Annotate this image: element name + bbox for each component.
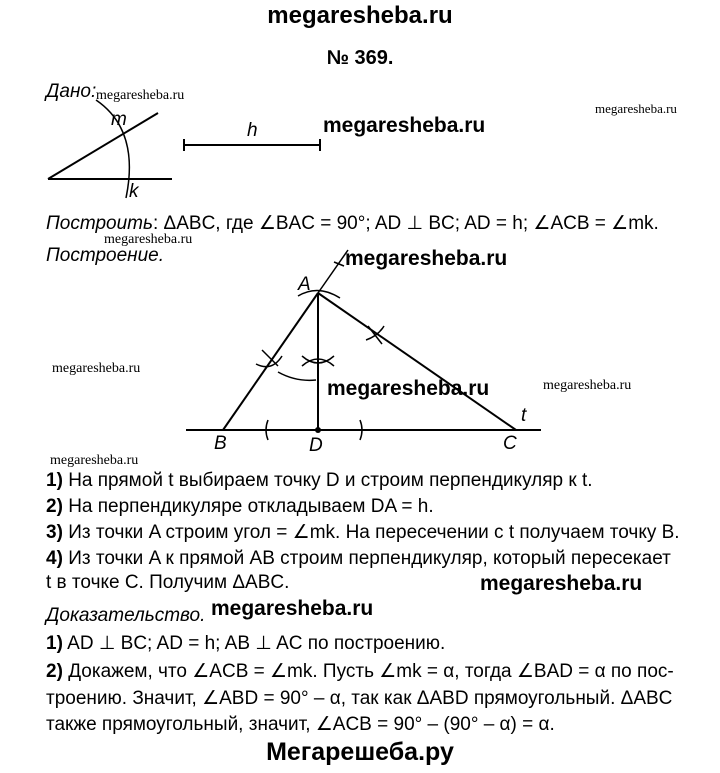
watermark: megaresheba.ru: [96, 88, 185, 103]
step-2: 2) На перпендикуляре откладываем DA = h.: [46, 496, 434, 517]
step-4-continued: t в точке C. Получим ΔABC.: [46, 572, 290, 593]
step-1: 1) На прямой t выбираем точку D и строим перпендикуляр к t.: [46, 470, 593, 491]
label-t: t: [521, 405, 527, 426]
proof-label: Доказательство.: [46, 605, 206, 626]
site-footer: Мегарешеба.ру: [266, 738, 454, 766]
watermark: megaresheba.ru: [323, 114, 486, 137]
label-A: A: [298, 274, 311, 295]
label-m: m: [111, 109, 127, 130]
label-D: D: [309, 435, 323, 456]
watermark: megaresheba.ru: [104, 232, 193, 247]
watermark: megaresheba.ru: [345, 247, 508, 270]
construct-text: : ΔABC, где ∠BAC = 90°; AD ⊥ BC; AD = h; ∠ACB = ∠mk.: [152, 213, 659, 234]
site-title: megaresheba.ru: [267, 2, 453, 29]
label-h: h: [247, 120, 258, 141]
watermark: megaresheba.ru: [543, 378, 632, 393]
proof-line-1: 1) AD ⊥ BC; AD = h; AB ⊥ AC по построению.: [46, 633, 446, 654]
proof-line-3: троению. Значит, ∠ABD = 90° – α, так как ΔABD прямоугольный. ΔABC: [46, 688, 673, 709]
watermark: megaresheba.ru: [595, 101, 677, 116]
segment-AB: [223, 293, 318, 430]
label-k: k: [129, 181, 139, 202]
ray-extension: [318, 250, 348, 293]
step-3: 3) Из точки A строим угол = ∠mk. На пересечении с t получаем точку B.: [46, 522, 680, 543]
watermark: megaresheba.ru: [52, 361, 141, 376]
step-4: 4) Из точки A к прямой AB строим перпендикуляр, который пересекает: [46, 548, 671, 569]
proof-line-4: также прямоугольный, значит, ∠ACB = 90° – (90° – α) = α.: [46, 714, 555, 735]
point-D: [315, 427, 321, 433]
proof-line-2: 2) Докажем, что ∠ACB = ∠mk. Пусть ∠mk = α, тогда ∠BAD = α по пос-: [46, 661, 674, 682]
given-label: Дано:: [46, 81, 97, 102]
label-B: B: [214, 433, 227, 454]
construct-label: Построить: [46, 213, 153, 234]
segment-AC: [318, 293, 516, 430]
watermark: megaresheba.ru: [50, 453, 139, 468]
problem-number: № 369.: [326, 47, 394, 69]
construction-label: Построение.: [46, 245, 165, 266]
watermark: megaresheba.ru: [327, 377, 490, 400]
watermark: megaresheba.ru: [480, 572, 643, 595]
label-C: C: [503, 433, 517, 454]
watermark: megaresheba.ru: [211, 597, 374, 620]
